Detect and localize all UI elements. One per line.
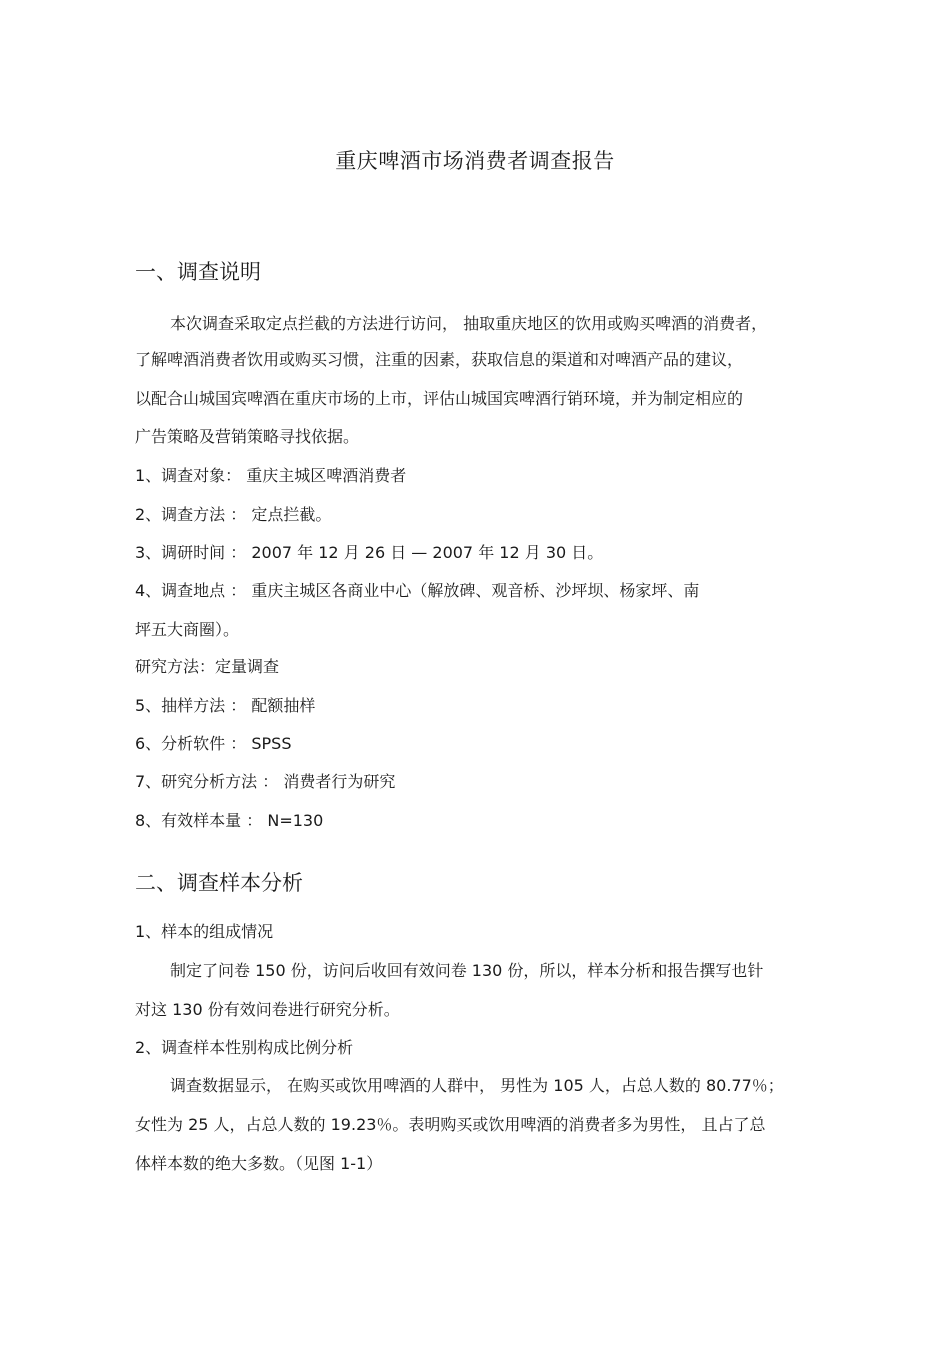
paragraph-line: 女性为 25 人，占总人数的 19.23％。表明购买或饮用啤酒的消费者多为男性， 且占了总	[135, 1115, 766, 1134]
section-1-heading: 一、调查说明	[135, 260, 261, 284]
list-item: 研究方法：定量调查	[135, 657, 280, 676]
list-item: 7、研究分析方法 ： 消费者行为研究	[135, 772, 396, 791]
subheading: 2、调查样本性别构成比例分析	[135, 1038, 354, 1057]
paragraph-line: 以配合山城国宾啤酒在重庆市场的上市，评估山城国宾啤酒行销环境，并为制定相应的	[135, 389, 744, 408]
paragraph-line: 本次调查采取定点拦截的方法进行访问， 抽取重庆地区的饮用或购买啤酒的消费者，	[170, 314, 768, 333]
paragraph-line: 了解啤酒消费者饮用或购买习惯，注重的因素，获取信息的渠道和对啤酒产品的建议，	[135, 350, 744, 369]
document-title: 重庆啤酒市场消费者调查报告	[335, 149, 615, 173]
list-item: 6、分析软件 ： SPSS	[135, 734, 292, 753]
paragraph-line: 调查数据显示， 在购买或饮用啤酒的人群中， 男性为 105 人，占总人数的 80.77％；	[170, 1076, 784, 1095]
list-item: 坪五大商圈）。	[135, 620, 240, 639]
paragraph-line: 对这 130 份有效问卷进行研究分析。	[135, 1000, 400, 1019]
list-item: 2、调查方法 ： 定点拦截。	[135, 505, 332, 524]
paragraph-line: 广告策略及营销策略寻找依据。	[135, 427, 360, 446]
section-2-heading: 二、调查样本分析	[135, 871, 303, 895]
paragraph-line: 体样本数的绝大多数。（见图 1-1）	[135, 1154, 383, 1173]
paragraph-line: 制定了问卷 150 份，访问后收回有效问卷 130 份，所以，样本分析和报告撰写也针	[170, 961, 764, 980]
list-item: 5、抽样方法 ： 配额抽样	[135, 696, 316, 715]
list-item: 8、有效样本量 ： N=130	[135, 811, 324, 830]
list-item: 3、调研时间 ： 2007 年 12 月 26 日 — 2007 年 12 月 30 日。	[135, 543, 604, 562]
list-item: 1、调查对象： 重庆主城区啤酒消费者	[135, 466, 407, 485]
list-item: 4、调查地点 ： 重庆主城区各商业中心（解放碑、观音桥、沙坪坝、杨家坪、南	[135, 581, 700, 600]
subheading: 1、样本的组成情况	[135, 922, 274, 941]
